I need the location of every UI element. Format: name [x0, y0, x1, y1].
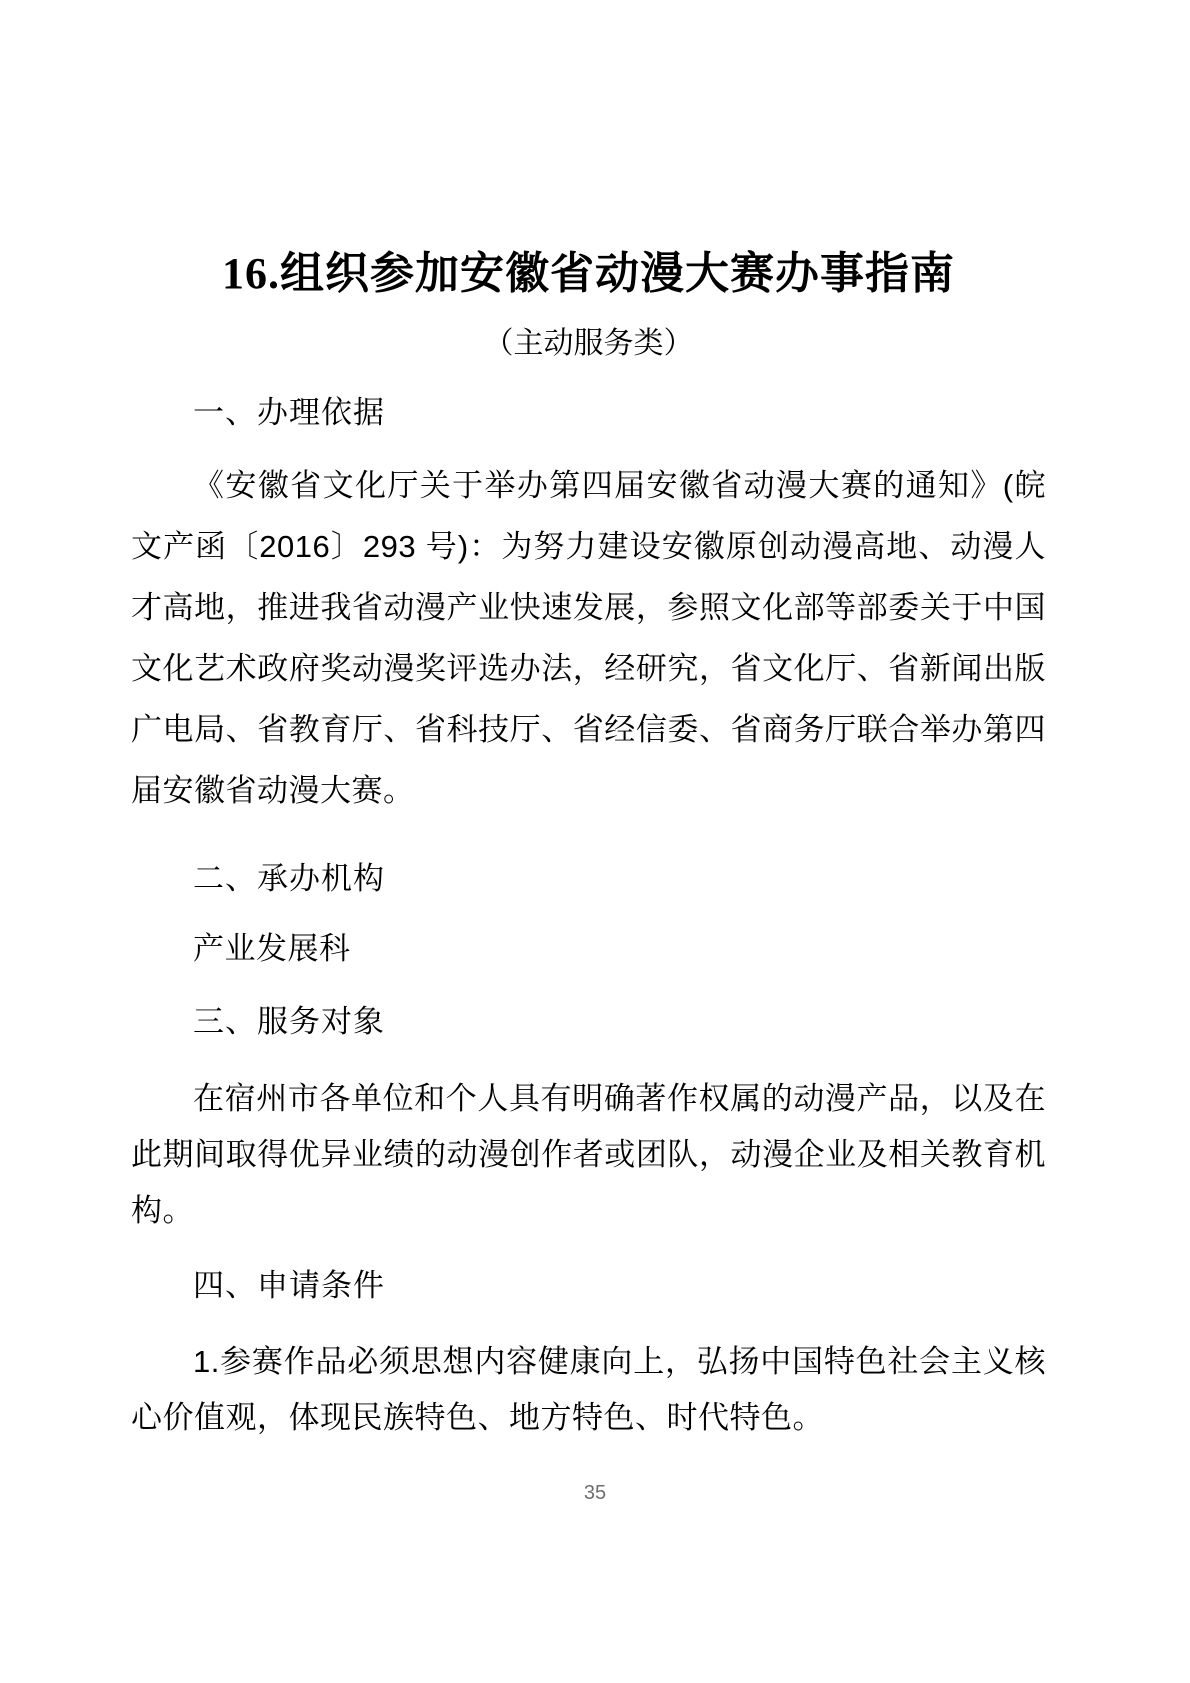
section-paragraph-undertaker: 产业发展科	[193, 931, 351, 966]
section-paragraph-service-target: 在宿州市各单位和个人具有明确著作权属的动漫产品，以及在此期间取得优异业绩的动漫创作者或团队，动漫企业及相关教育机构。	[131, 1081, 1046, 1228]
section-heading-application-conditions: 四、申请条件	[193, 1268, 385, 1303]
section-paragraph-application-conditions: 1.参赛作品必须思想内容健康向上，弘扬中国特色社会主义核心价值观，体现民族特色、地方特色、时代特色。	[131, 1344, 1046, 1435]
section-heading-basis: 一、办理依据	[193, 395, 385, 430]
page-title: 16.组织参加安徽省动漫大赛办事指南	[222, 249, 955, 298]
page-number: 35	[583, 1482, 607, 1504]
page-subtitle: （主动服务类）	[483, 327, 694, 360]
section-paragraph-basis: 《安徽省文化厅关于举办第四届安徽省动漫大赛的通知》(皖文产函〔2016〕293 号)：为努力建设安徽原创动漫高地、动漫人才高地，推进我省动漫产业快速发展，参照文化部等部委关于中国文化艺术政府奖动漫奖评选办法，经研究，省文化厅、省新闻出版广电局、省教育厅、省科技厅、省经信委、省商务厅联合举办第四届安徽省动漫大赛。	[131, 468, 1046, 808]
document-content	[131, 0, 1046, 1446]
section-heading-service-target: 三、服务对象	[193, 1004, 385, 1039]
section-heading-undertaker: 二、承办机构	[193, 861, 385, 896]
